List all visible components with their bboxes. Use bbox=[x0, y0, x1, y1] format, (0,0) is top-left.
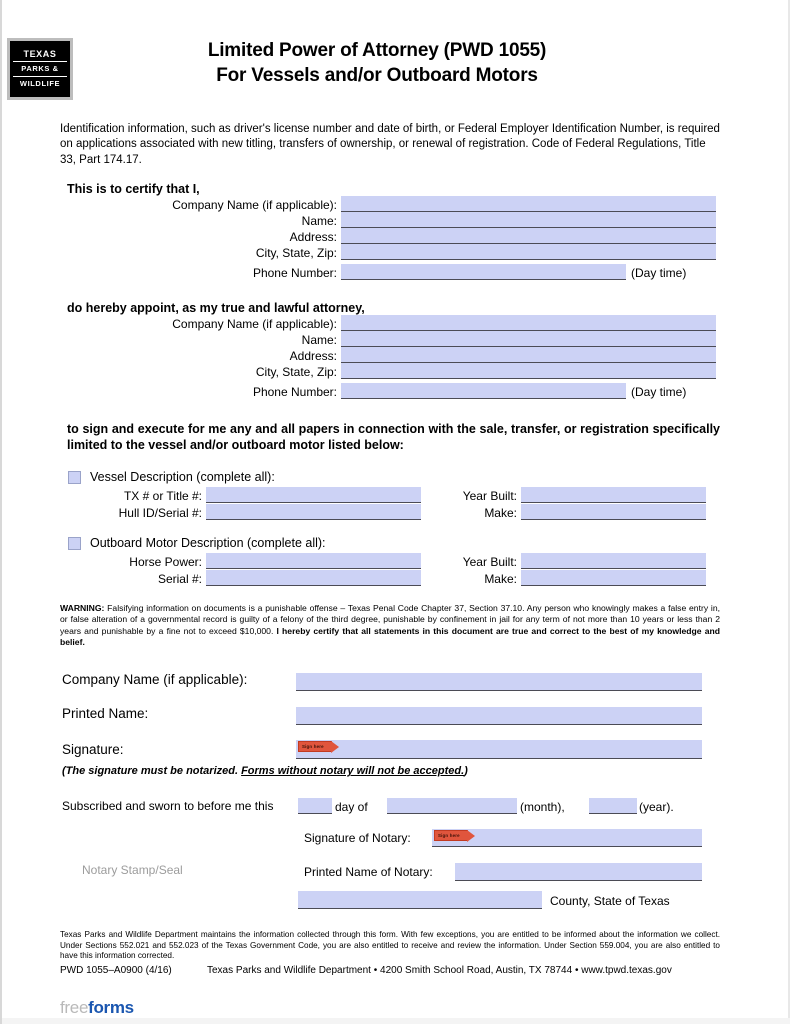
motor-horsepower-label: Horse Power: bbox=[129, 555, 202, 569]
grantor-city-label: City, State, Zip: bbox=[255, 246, 337, 260]
grantor-company-input[interactable] bbox=[341, 196, 716, 212]
grantor-row-name bbox=[122, 212, 716, 228]
attorney-address-label: Address: bbox=[289, 349, 337, 363]
notarization-notice-underline: Forms without notary will not be accepted. bbox=[241, 765, 465, 777]
attorney-phone-label: Phone Number: bbox=[252, 385, 337, 399]
vessel-hull-input[interactable] bbox=[206, 504, 421, 520]
privacy-notice: Texas Parks and Wildlife Department maintains the information collected through this form. With few exceptions, you are entitled to be informed about the information we collect. Under Sections 552.021 and 552.023 of the Texas Government Code, you are also entitled to receive and review the information. Under Section 559.004, you are also entitled to have this information corrected. bbox=[60, 930, 720, 961]
attorney-row-address bbox=[122, 347, 716, 363]
vessel-hull-label: Hull ID/Serial #: bbox=[118, 506, 202, 520]
attorney-company-label: Company Name (if applicable): bbox=[172, 317, 337, 331]
warning-label: WARNING: bbox=[60, 603, 105, 613]
attorney-phone-input[interactable] bbox=[341, 383, 626, 399]
warning-certify: I hereby certify that all statements in this document are true and correct to the best of my knowledge and belief. bbox=[60, 625, 721, 648]
logo-line-parks: PARKS & bbox=[13, 61, 67, 77]
grantor-row-address bbox=[122, 228, 716, 244]
motor-make-label: Make: bbox=[484, 572, 517, 586]
attorney-phone-suffix: (Day time) bbox=[631, 385, 687, 399]
watermark-free: free bbox=[60, 998, 89, 1017]
grantor-heading: This is to certify that I, bbox=[67, 182, 200, 196]
motor-row-serial bbox=[97, 570, 421, 586]
sign-here-tag-signer[interactable] bbox=[298, 741, 332, 752]
outboard-motor-label: Outboard Motor Description (complete all): bbox=[90, 536, 326, 550]
notarization-notice bbox=[62, 765, 468, 777]
vessel-row-hull bbox=[97, 504, 421, 520]
month-label: (month), bbox=[520, 800, 565, 814]
signer-company-label: Company Name (if applicable): bbox=[62, 672, 248, 687]
grantor-phone-label: Phone Number: bbox=[252, 266, 337, 280]
grantor-city-input[interactable] bbox=[341, 244, 716, 260]
agency-address-line: Texas Parks and Wildlife Department • 4200 Smith School Road, Austin, TX 78744 • www.tpwd.texas.gov bbox=[207, 965, 672, 976]
notary-month-input[interactable] bbox=[387, 798, 517, 814]
motor-serial-input[interactable] bbox=[206, 570, 421, 586]
warning-block bbox=[60, 603, 720, 649]
form-code: PWD 1055–A0900 (4/16) bbox=[60, 965, 172, 976]
vessel-make-label: Make: bbox=[484, 506, 517, 520]
motor-make-input[interactable] bbox=[521, 570, 706, 586]
signer-signature-input[interactable] bbox=[296, 740, 702, 759]
motor-row-horsepower bbox=[97, 553, 421, 569]
vessel-row-title bbox=[97, 487, 421, 503]
motor-row-year bbox=[432, 553, 706, 569]
motor-horsepower-input[interactable] bbox=[206, 553, 421, 569]
notary-stamp-seal-label: Notary Stamp/Seal bbox=[82, 863, 183, 877]
grantor-address-label: Address: bbox=[289, 230, 337, 244]
grantor-phone-suffix: (Day time) bbox=[631, 266, 687, 280]
attorney-name-input[interactable] bbox=[341, 331, 716, 347]
notary-printed-name-label: Printed Name of Notary: bbox=[304, 865, 433, 879]
sign-here-tag-notary-text: Sign here bbox=[438, 833, 460, 838]
vessel-year-label: Year Built: bbox=[462, 489, 517, 503]
vessel-row-year bbox=[432, 487, 706, 503]
page-bottom-strip bbox=[2, 1018, 790, 1024]
attorney-row-phone bbox=[122, 383, 686, 399]
vessel-row-make bbox=[432, 504, 706, 520]
motor-year-input[interactable] bbox=[521, 553, 706, 569]
vessel-title-label: TX # or Title #: bbox=[123, 489, 202, 503]
grantor-address-input[interactable] bbox=[341, 228, 716, 244]
notarization-notice-post: ) bbox=[464, 765, 468, 777]
notary-county-input[interactable] bbox=[298, 891, 542, 909]
logo-line-wildlife: WILDLIFE bbox=[19, 79, 61, 88]
attorney-address-input[interactable] bbox=[341, 347, 716, 363]
signer-company-input[interactable] bbox=[296, 673, 702, 691]
watermark-forms: forms bbox=[88, 998, 134, 1017]
identification-notice: Identification information, such as driver's license number and date of birth, or Federal Employer Identification Number, is required on applications associated with new titling, transfers of ownership, or renewal of registration. Code of Federal Regulations, Title 33, Part 174.17. bbox=[60, 123, 720, 166]
sign-here-tag-notary[interactable] bbox=[434, 830, 468, 841]
year-label: (year). bbox=[639, 800, 674, 814]
sworn-statement-label: Subscribed and sworn to before me this bbox=[62, 799, 274, 813]
freeforms-watermark bbox=[60, 998, 134, 1018]
grantor-company-label: Company Name (if applicable): bbox=[172, 198, 337, 212]
vessel-description-checkbox[interactable] bbox=[68, 471, 81, 484]
notary-printed-name-input[interactable] bbox=[455, 863, 702, 881]
title-line-2: For Vessels and/or Outboard Motors bbox=[216, 65, 538, 86]
signer-printed-name-label: Printed Name: bbox=[62, 706, 149, 721]
notary-year-input[interactable] bbox=[589, 798, 637, 814]
attorney-row-company bbox=[122, 315, 716, 331]
county-state-label: County, State of Texas bbox=[550, 894, 670, 908]
vessel-year-input[interactable] bbox=[521, 487, 706, 503]
attorney-row-city bbox=[122, 363, 716, 379]
grantor-phone-input[interactable] bbox=[341, 264, 626, 280]
notarization-notice-pre: (The signature must be notarized. bbox=[62, 765, 242, 777]
attorney-company-input[interactable] bbox=[341, 315, 716, 331]
outboard-motor-checkbox[interactable] bbox=[68, 537, 81, 550]
attorney-name-label: Name: bbox=[301, 333, 337, 347]
motor-serial-label: Serial #: bbox=[157, 572, 202, 586]
notary-signature-label: Signature of Notary: bbox=[304, 831, 411, 845]
texas-parks-wildlife-logo bbox=[7, 38, 73, 100]
sign-here-tag-signer-text: Sign here bbox=[302, 744, 324, 749]
document-header bbox=[2, 0, 788, 100]
day-of-label: day of bbox=[335, 800, 368, 814]
grantor-name-input[interactable] bbox=[341, 212, 716, 228]
page-title bbox=[92, 38, 662, 88]
motor-row-make bbox=[432, 570, 706, 586]
grantor-name-label: Name: bbox=[301, 214, 337, 228]
logo-line-texas: TEXAS bbox=[23, 49, 57, 59]
signer-signature-label: Signature: bbox=[62, 742, 124, 757]
authority-paragraph: to sign and execute for me any and all papers in connection with the sale, transfer, or registration specifically limited to the vessel and/or outboard motor listed below: bbox=[67, 422, 720, 452]
notary-day-input[interactable] bbox=[298, 798, 332, 814]
vessel-make-input[interactable] bbox=[521, 504, 706, 520]
vessel-description-label: Vessel Description (complete all): bbox=[90, 470, 275, 484]
vessel-title-input[interactable] bbox=[206, 487, 421, 503]
signer-printed-name-input[interactable] bbox=[296, 707, 702, 725]
attorney-city-input[interactable] bbox=[341, 363, 716, 379]
motor-year-label: Year Built: bbox=[462, 555, 517, 569]
attorney-row-name bbox=[122, 331, 716, 347]
warning-body: Falsifying information on documents is a punishable offense – Texas Penal Code Chapter 37, Section 37.10. Any person who knowingly makes a false entry in, or false alteration of a governmental record is guilty of a felony of the third degree, punishable by confinement in jail for any term of not more than 10 years or less than 2 years and punishable by a fine not to exceed $10,000. bbox=[60, 603, 720, 636]
grantor-row-city bbox=[122, 244, 716, 260]
title-line-1: Limited Power of Attorney (PWD 1055) bbox=[207, 40, 547, 61]
attorney-city-label: City, State, Zip: bbox=[255, 365, 337, 379]
grantor-row-company bbox=[122, 196, 716, 212]
attorney-heading: do hereby appoint, as my true and lawful attorney, bbox=[67, 301, 365, 315]
grantor-row-phone bbox=[122, 264, 686, 280]
